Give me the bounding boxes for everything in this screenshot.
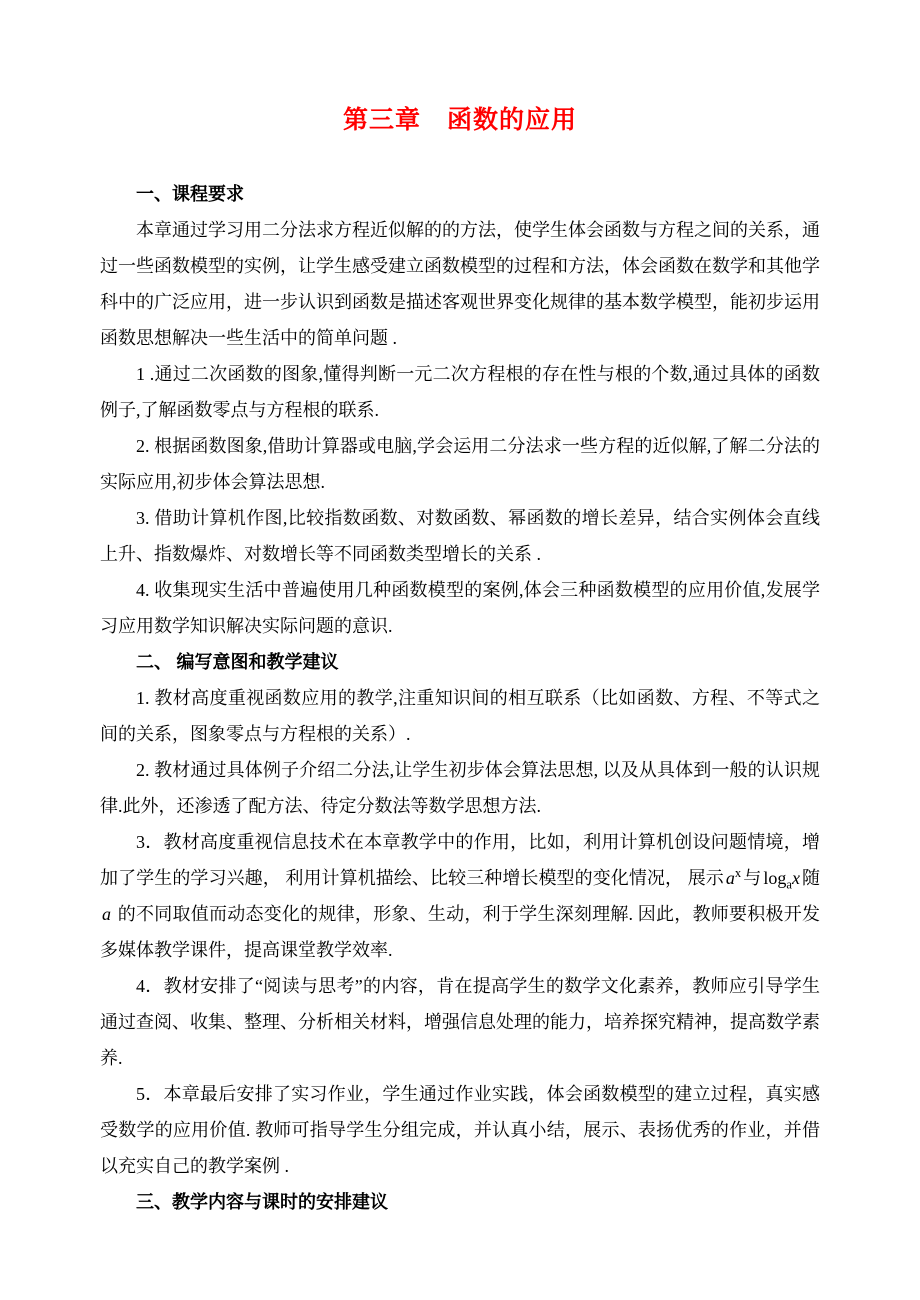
item3-text-mid: 随 [801,868,821,888]
section1-item-3: 3. 借助计算机作图,比较指数函数、对数函数、幂函数的增长差异，结合实例体会直线上升、指数爆炸、对数增长等不同函数类型增长的关系 . [100,508,820,564]
document-title: 第三章 函数的应用 [342,107,577,134]
math-a-power-x: $a^x$ [725,866,742,888]
section2-item-5: 5．本章最后安排了实习作业，学生通过作业实践，体会函数模型的建立过程，真实感受数学的应用价值. 教师可指导学生分组完成，并认真小结，展示、表扬优秀的作业，并借以充实自己的教学案例 . [100,1084,820,1176]
section1-item-4: 4. 收集现实生活中普遍使用几种函数模型的案例,体会三种函数模型的应用价值,发展学习应用数学知识解决实际问题的意识. [100,580,820,636]
section1-item-2: 2. 根据函数图象,借助计算器或电脑,学会运用二分法求一些方程的近似解,了解二分法的实际应用,初步体会算法思想. [100,436,820,492]
section2-item-1: 1. 教材高度重视函数应用的教学,注重知识间的相互联系（比如函数、方程、不等式之间的关系，图象零点与方程根的关系）. [100,688,820,744]
item3-conjunction: 与 [743,868,762,888]
section2-heading: 二、 编写意图和教学建议 [136,652,339,672]
section2-item-2: 2. 教材通过具体例子介绍二分法,让学生初步体会算法思想, 以及从具体到一般的认识规律.此外，还渗透了配方法、待定分数法等数学思想方法. [100,760,820,816]
section2-item-3 [100,824,820,968]
math-log-a-x: $\log_ax$ [763,868,800,892]
math-var-a: a [102,904,111,924]
section1-intro-paragraph: 本章通过学习用二分法求方程近似解的的方法，使学生体会函数与方程之间的关系，通过一些函数模型的实例，让学生感受建立函数模型的过程和方法，体会函数在数学和其他学科中的广泛应用，进一步认识到函数是描述客观世界变化规律的基本数学模型，能初步运用函数思想解决一些生活中的简单问题 . [100,220,820,348]
section3-heading: 三、教学内容与课时的安排建议 [136,1192,388,1212]
section1-heading: 一、课程要求 [136,184,244,204]
item3-text-post: 的不同取值而动态变化的规律，形象、生动，利于学生深刻理解. 因此，教师要积极开发多媒体教学课件，提高课堂教学效率. [100,904,820,960]
section2-item-4: 4．教材安排了“阅读与思考”的内容，肯在提高学生的数学文化素养，教师应引导学生通过查阅、收集、整理、分析相关材料，增强信息处理的能力，培养探究精神，提高数学素养. [100,976,820,1068]
item3-text-pre: 3．教材高度重视信息技术在本章教学中的作用，比如，利用计算机创设问题情境，增加了学生的学习兴趣， 利用计算机描绘、比较三种增长模型的变化情况， 展示 [100,832,820,888]
section1-item-1: 1 .通过二次函数的图象,懂得判断一元二次方程根的存在性与根的个数,通过具体的函数例子,了解函数零点与方程根的联系. [100,364,820,420]
